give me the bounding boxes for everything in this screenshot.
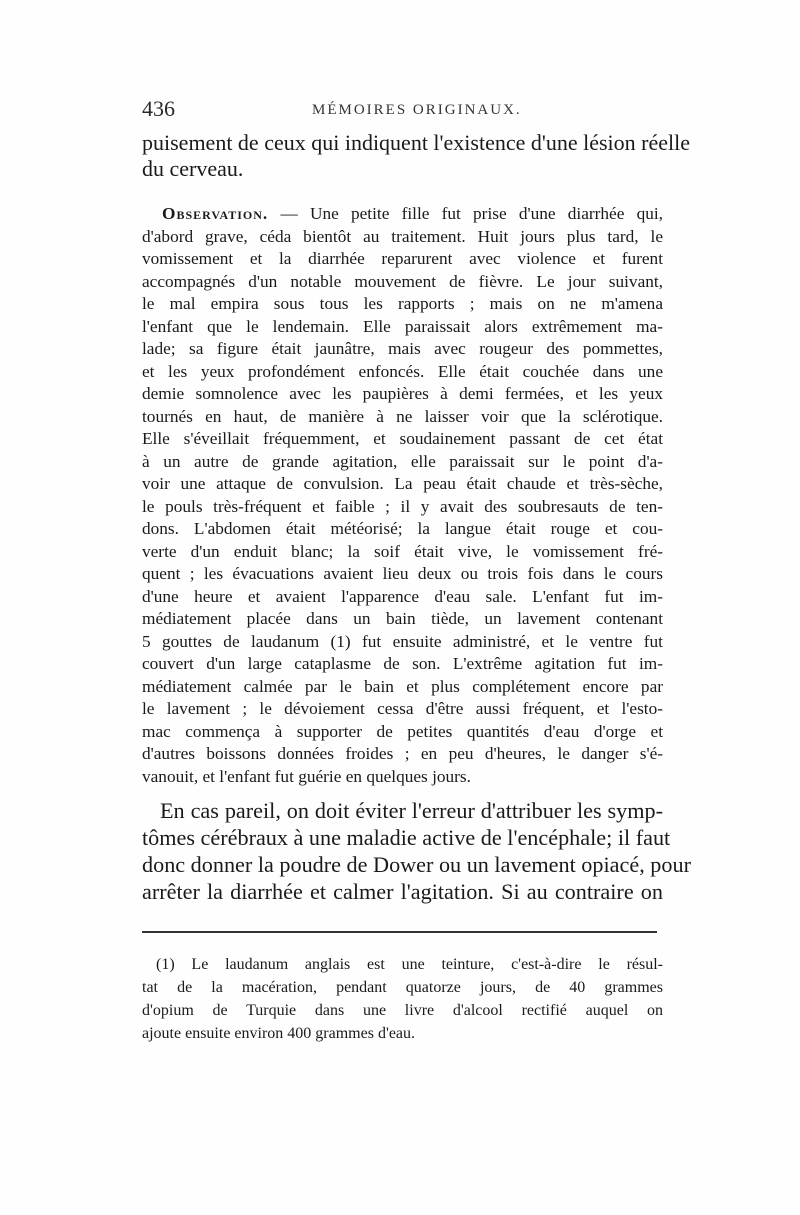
text-line: voir une attaque de convulsion. La peau était chaude et très-sèche, [142, 474, 663, 493]
observation-first-line [142, 204, 663, 224]
text-line: quent ; les évacuations avaient lieu deux ou trois fois dans le cours [142, 564, 663, 583]
page-number: 436 [142, 96, 175, 121]
footnote-rule [142, 931, 657, 933]
text-line: le lavement ; le dévoiement cessa d'être aussi fréquent, et l'esto- [142, 699, 663, 718]
text-line: médiatement placée dans un bain tiède, un lavement contenant [142, 609, 663, 628]
text-line: couvert d'un large cataplasme de son. L'extrême agitation fut im- [142, 654, 663, 673]
text-line: arrêter la diarrhée et calmer l'agitation. Si au contraire on [142, 879, 663, 904]
text-line: d'abord grave, céda bientôt au traitement. Huit jours plus tard, le [142, 226, 663, 246]
text-line: vomissement et la diarrhée reparurent avec violence et furent [142, 249, 663, 268]
text-line: à un autre de grande agitation, elle paraissait sur le point d'a- [142, 451, 663, 471]
text-line: le mal empira sous tous les rapports ; mais on ne m'amena [142, 294, 663, 313]
observation-label: Observation. [162, 204, 269, 223]
footnote-line: tat de la macération, pendant quatorze jours, de 40 grammes [142, 979, 663, 996]
text-line: puisement de ceux qui indiquent l'existence d'une lésion réelle [142, 130, 690, 155]
text-line: demie somnolence avec les paupières à demi fermées, et les yeux [142, 384, 663, 403]
text-line: et les yeux profondément enfoncés. Elle était couchée dans une [142, 361, 663, 381]
running-head [142, 96, 662, 124]
text-line: accompagnés d'un notable mouvement de fièvre. Le jour suivant, [142, 271, 663, 291]
text-line: verte d'un enduit blanc; la soif était vive, le vomissement fré- [142, 541, 663, 561]
text-line: lade; sa figure était jaunâtre, mais avec rougeur des pommettes, [142, 339, 663, 358]
text-line: médiatement calmée par le bain et plus complétement encore par [142, 676, 663, 696]
text-line: tômes cérébraux à une maladie active de l'encéphale; il faut [142, 825, 671, 850]
text-line: d'autres boissons données froides ; en peu d'heures, le danger s'é- [142, 744, 663, 763]
text-line: du cerveau. [142, 156, 244, 181]
text-line: l'enfant que le lendemain. Elle paraissait alors extrêmement ma- [142, 316, 663, 336]
running-title: MÉMOIRES ORIGINAUX. [312, 102, 522, 118]
text-line: 5 gouttes de laudanum (1) fut ensuite administré, et le ventre fut [142, 631, 663, 651]
text-line: le pouls très-fréquent et faible ; il y avait des soubresauts de ten- [142, 496, 663, 516]
text-line: tournés en haut, de manière à ne laisser voir que la sclérotique. [142, 406, 663, 426]
footnote-line: ajoute ensuite environ 400 grammes d'eau. [142, 1025, 416, 1042]
text-line: mac commença à supporter de petites quantités d'eau d'orge et [142, 721, 663, 741]
text-line: vanouit, et l'enfant fut guérie en quelques jours. [142, 766, 471, 786]
text-line: En cas pareil, on doit éviter l'erreur d'attribuer les symp- [160, 798, 663, 823]
footnote-line: d'opium de Turquie dans une livre d'alcool rectifié auquel on [142, 1002, 663, 1019]
text-line: dons. L'abdomen était météorisé; la langue était rouge et cou- [142, 519, 663, 538]
text-line: donc donner la poudre de Dower ou un lavement opiacé, pour [142, 852, 691, 877]
footnote-line: (1) Le laudanum anglais est une teinture, c'est-à-dire le résul- [156, 956, 663, 973]
observation-first-line-text: — Une petite fille fut prise d'une diarrhée qui, [268, 204, 663, 223]
text-line: d'une heure et avaient l'apparence d'eau sale. L'enfant fut im- [142, 586, 663, 606]
text-line: Elle s'éveillait fréquemment, et soudainement passant de cet état [142, 429, 663, 448]
